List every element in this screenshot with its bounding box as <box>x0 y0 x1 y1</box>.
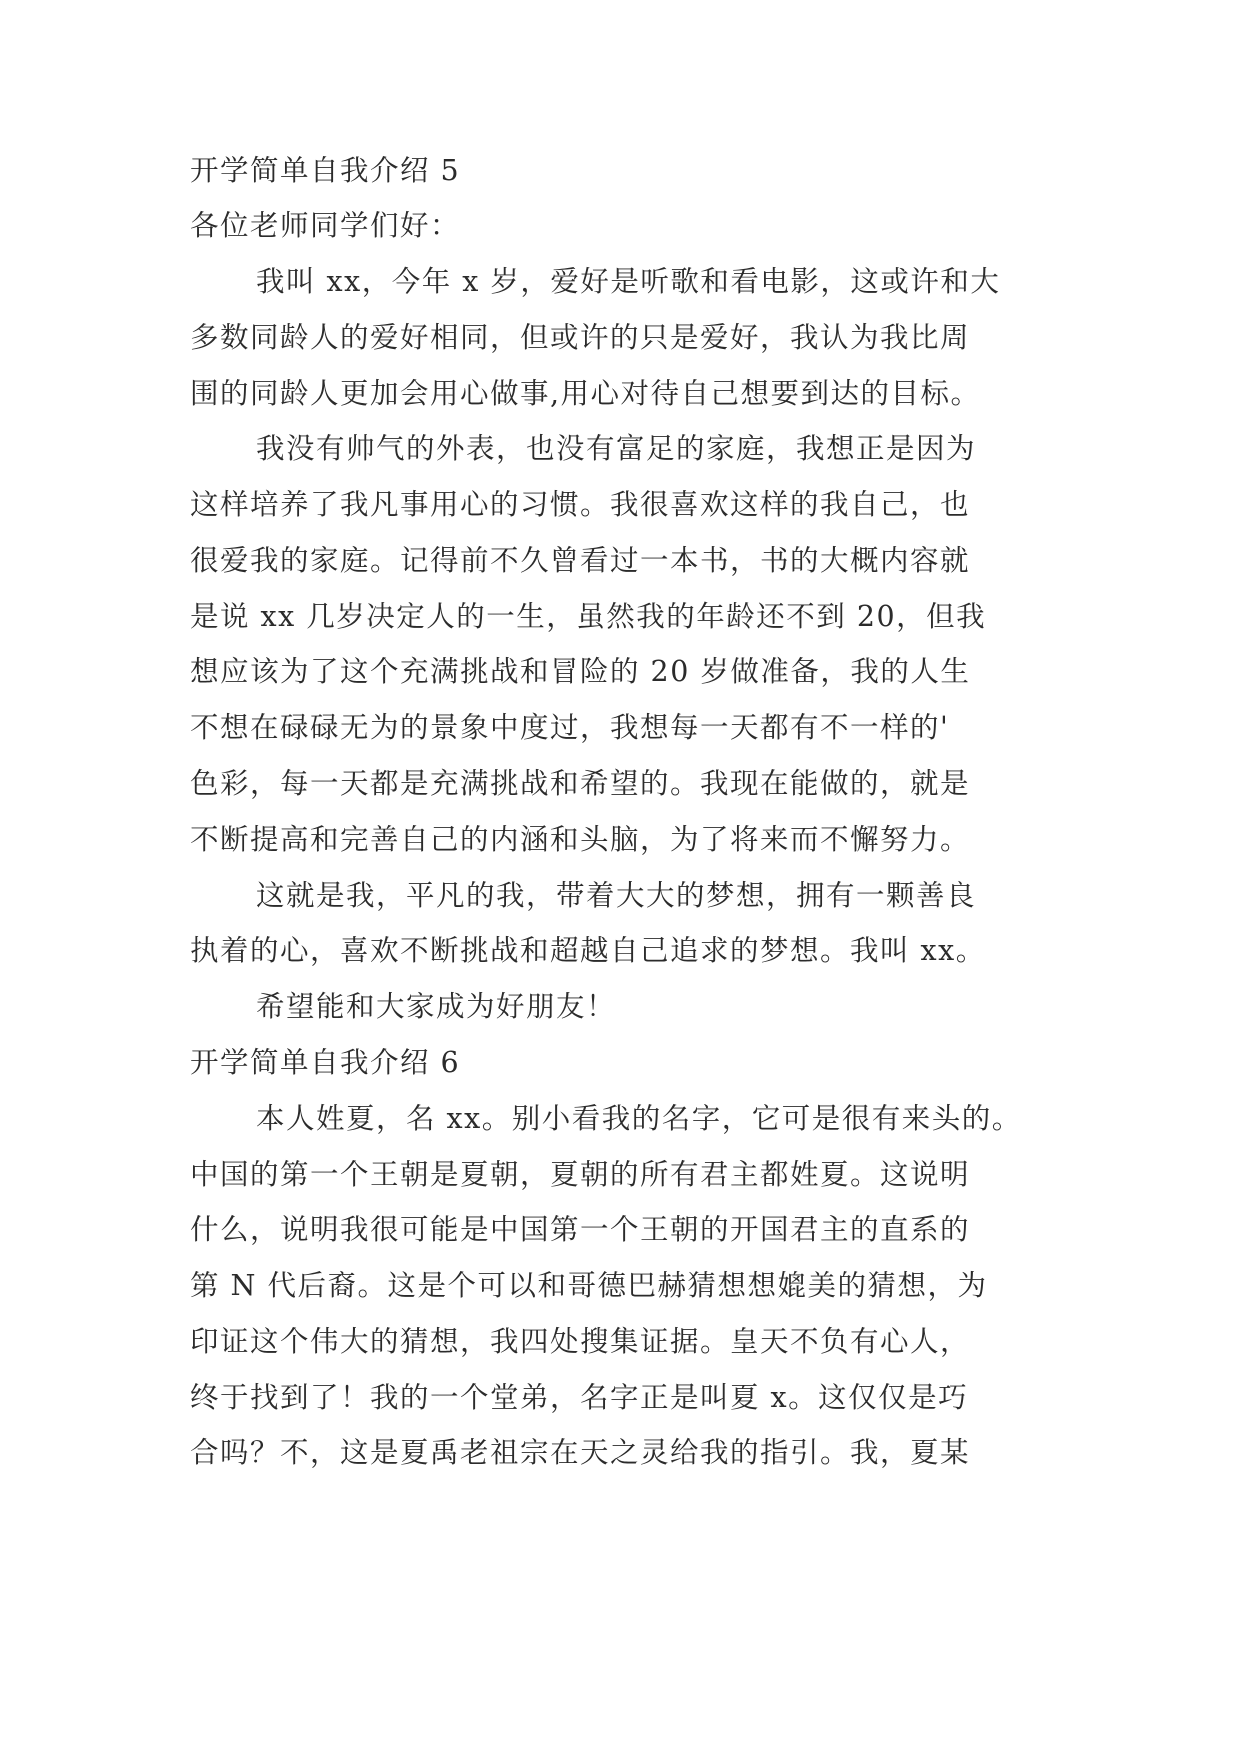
paragraph-line: 印证这个伟大的猜想，我四处搜集证据。皇天不负有心人， <box>190 1325 971 1358</box>
paragraph-line: 很爱我的家庭。记得前不久曾看过一本书，书的大概内容就 <box>190 544 971 577</box>
greeting: 各位老师同学们好： <box>190 209 461 242</box>
paragraph-line: 我没有帅气的外表，也没有富足的家庭，我想正是因为 <box>256 432 977 465</box>
section-heading: 开学简单自我介绍 6 <box>190 1046 461 1079</box>
paragraph-line: 第 N 代后裔。这是个可以和哥德巴赫猜想想媲美的猜想，为 <box>190 1269 988 1302</box>
paragraph-line: 终于找到了！我的一个堂弟，名字正是叫夏 x。这仅仅是巧 <box>190 1381 969 1414</box>
paragraph-line: 多数同龄人的爱好相同，但或许的只是爱好，我认为我比周 <box>190 321 971 354</box>
paragraph-line: 什么，说明我很可能是中国第一个王朝的开国君主的直系的 <box>190 1213 971 1246</box>
paragraph-line: 不断提高和完善自己的内涵和头脑，为了将来而不懈努力。 <box>190 823 971 856</box>
paragraph-line: 合吗？不，这是夏禹老祖宗在天之灵给我的指引。我，夏某 <box>190 1436 971 1469</box>
paragraph-line: 本人姓夏，名 xx。别小看我的名字，它可是很有来头的。 <box>256 1102 1022 1135</box>
paragraph-line: 希望能和大家成为好朋友！ <box>256 990 617 1023</box>
paragraph-line: 想应该为了这个充满挑战和冒险的 20 岁做准备，我的人生 <box>190 655 971 688</box>
paragraph-line: 执着的心，喜欢不断挑战和超越自己追求的梦想。我叫 xx。 <box>190 934 986 967</box>
paragraph-line: 是说 xx 几岁决定人的一生，虽然我的年龄还不到 20，但我 <box>190 600 987 633</box>
paragraph-line: 这样培养了我凡事用心的习惯。我很喜欢这样的我自己，也 <box>190 488 971 521</box>
paragraph-line: 中国的第一个王朝是夏朝，夏朝的所有君主都姓夏。这说明 <box>190 1158 971 1191</box>
paragraph-line: 我叫 xx，今年 x 岁，爱好是听歌和看电影，这或许和大 <box>256 265 1001 298</box>
section-heading: 开学简单自我介绍 5 <box>190 154 461 187</box>
paragraph-line: 色彩，每一天都是充满挑战和希望的。我现在能做的，就是 <box>190 767 971 800</box>
paragraph-line: 围的同龄人更加会用心做事,用心对待自己想要到达的目标。 <box>190 377 981 410</box>
paragraph-line: 这就是我，平凡的我，带着大大的梦想，拥有一颗善良 <box>256 879 977 912</box>
paragraph-line: 不想在碌碌无为的景象中度过，我想每一天都有不一样的' <box>190 711 950 744</box>
